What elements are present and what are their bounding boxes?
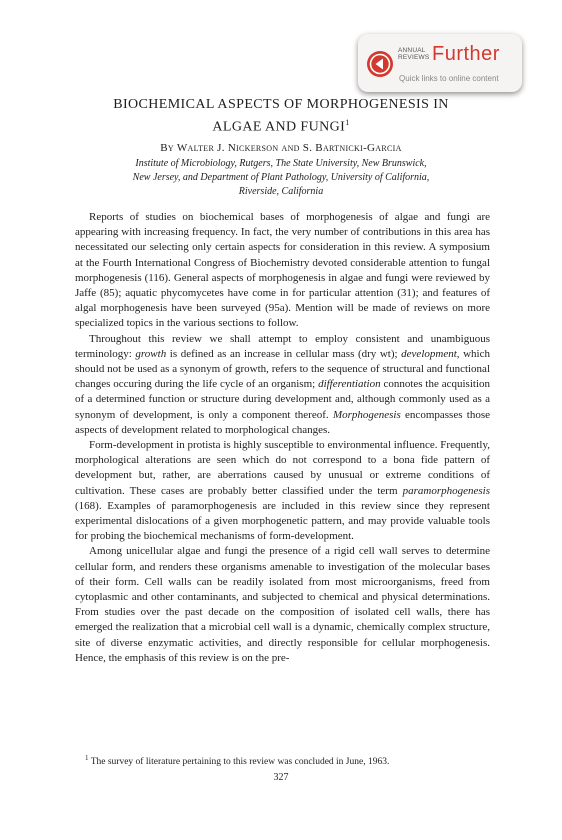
- paragraph-2: [75, 332, 490, 438]
- badge-brand: [398, 47, 429, 61]
- badge-brand-line1: ANNUAL: [398, 47, 426, 54]
- title-footnote-marker[interactable]: 1: [345, 118, 350, 127]
- footnote: [75, 752, 495, 768]
- p2-text-2: is defined as an increase in cellular mass (dry wt);: [166, 347, 402, 360]
- term-morphogenesis: Morphogenesis: [332, 408, 401, 421]
- authors: By Walter J. Nickerson and S. Bartnicki-Garcia: [160, 142, 402, 154]
- article-body: [75, 210, 490, 666]
- affiliation-line-1: Institute of Microbiology, Rutgers, The State University, New Brunswick,: [135, 158, 427, 169]
- affiliation-line-2: New Jersey, and Department of Plant Pathology, University of California,: [132, 172, 430, 183]
- page-number: 327: [273, 772, 289, 783]
- paragraph-4: Among unicellular algae and fungi the presence of a rigid cell wall serves to determine cellular form, and renders these organisms amenable to investigation of the molecular bases of their form. Cell walls can be readily isolated from most microorganisms, freed from cytoplasmic and other contaminants, and subjected to chemical and physical determinations. From studies over the past decade on the composition of isolated cell walls, there has emerged the realization that a microbial cell wall is a dynamic, chemically complex structure, site of diverse enzymatic activities, and directly responsible for cellular morphogenesis. Hence, the emphasis of this review is on the pre-: [75, 545, 490, 664]
- affiliation-line-3: Riverside, California: [238, 186, 324, 197]
- title-line-2-text: ALGAE AND FUNGI: [212, 119, 346, 135]
- paragraph-3: [75, 438, 490, 544]
- badge-title: Further: [432, 43, 500, 65]
- article-title: [60, 96, 502, 137]
- term-differentiation: differentiation: [318, 378, 381, 391]
- affiliation: [70, 157, 492, 199]
- p2-text-1: Throughout this review we shall attempt to employ consistent and unambiguous terminology:: [75, 332, 490, 360]
- p2-text-3: which should not be used as a synonym of growth, refers to the sequence of structural and functional changes occuring during the life cycle of an organism;: [75, 347, 490, 391]
- term-development: development,: [401, 347, 460, 360]
- title-line-2: [60, 114, 502, 137]
- badge-subtitle: Quick links to online content: [399, 74, 499, 83]
- footnote-text: The survey of literature pertaining to this review was concluded in June, 1963.: [88, 757, 390, 768]
- term-paramorphogenesis: paramorphogenesis: [402, 484, 490, 497]
- p3-text-1: Form-development in protista is highly susceptible to environmental influence. Frequently, morphological alterations are seen which do not correspond to a bona fide pattern of development but, rather, are aberrations caused by unusual or extreme conditions of cultivation. These cases are probably better classified under the term: [75, 439, 490, 497]
- paragraph-1: Reports of studies on biochemical bases of morphogenesis of algae and fungi are appearing with increasing frequency. In fact, the very number of contributions in this area has necessitated our selecting only certain aspects for consideration in this review. A symposium at the Fourth International Congress of Biochemistry devoted considerable attention to fungal morphogenesis (116). General aspects of morphogenesis in algae and fungi were reviewed by Jaffe (85); aquatic phycomycetes have come in for particular attention (31); and features of algal morphogenesis have been surveyed (95a). Mention will be made of reviews on more specialized topics in the various sections to follow.: [75, 211, 490, 330]
- p3-text-2: (168). Examples of paramorphogenesis are included in this review since they represent experimental dislocations of a given morphogenetic pattern, and may provide valuable tools for probing the biochemical mechanisms of form-development.: [75, 499, 490, 543]
- footnote-marker: 1: [85, 754, 89, 762]
- p2-text-5: encompasses those aspects of development related to morphological changes.: [75, 408, 490, 436]
- annual-reviews-further-badge[interactable]: [358, 34, 522, 92]
- title-line-1: BIOCHEMICAL ASPECTS OF MORPHOGENESIS IN: [113, 97, 449, 112]
- p2-text-4: connotes the acquisition of a determined function or structure during development and, although commonly used as a synonym of development, is only a component thereof.: [75, 378, 490, 421]
- badge-brand-line2: REVIEWS: [398, 54, 430, 61]
- term-growth: growth: [135, 347, 167, 360]
- arrow-left-circle-icon: [366, 50, 394, 78]
